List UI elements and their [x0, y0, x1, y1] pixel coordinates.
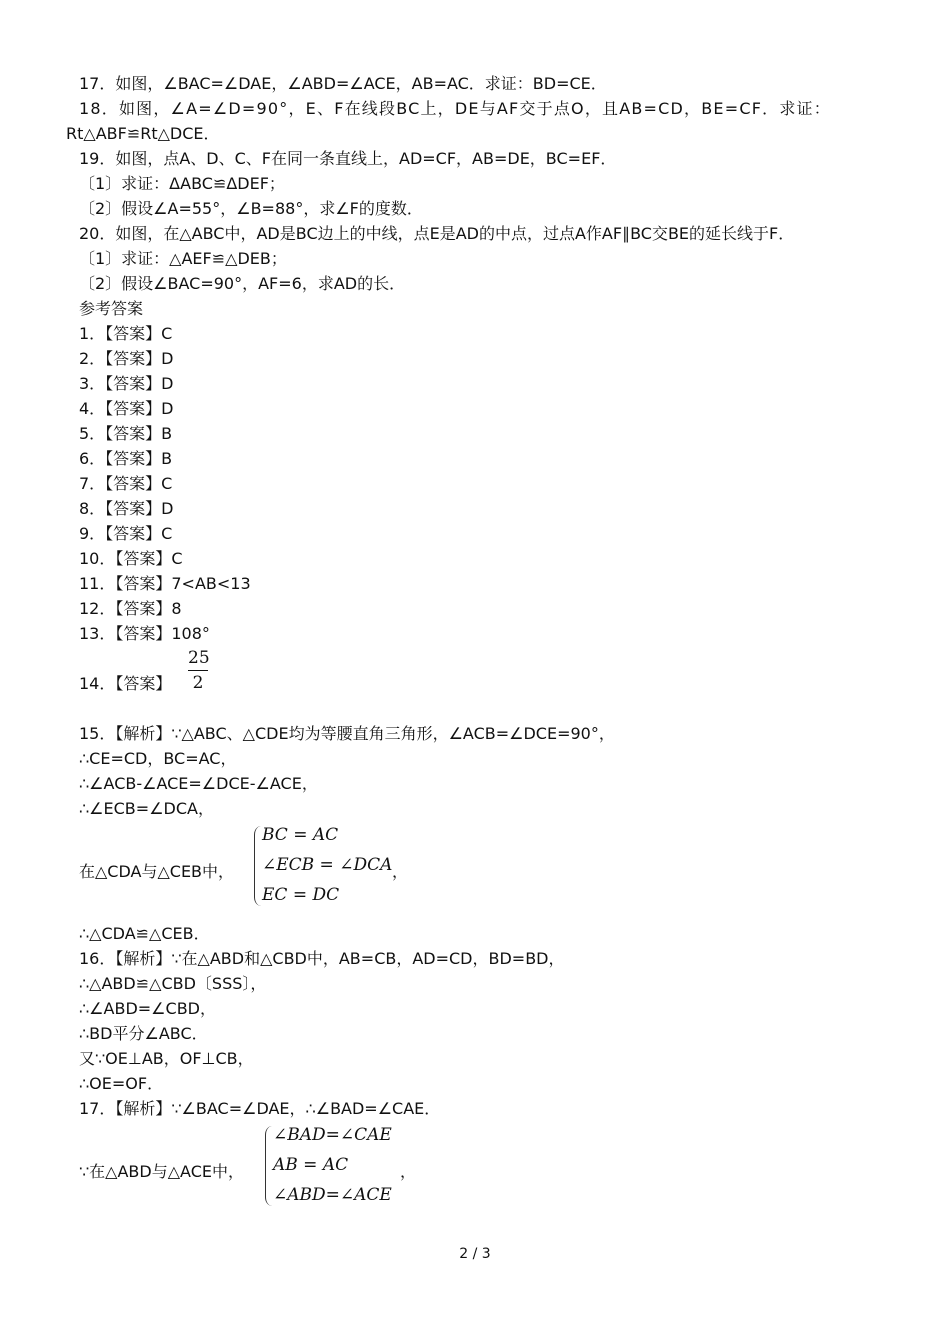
left-brace	[265, 1126, 272, 1206]
equation-line: EC = DC	[262, 885, 340, 905]
question-19-part-1: 〔1〕求证：ΔABC≌ΔDEF；	[79, 174, 285, 193]
solution-16-line-4: ∴BD平分∠ABC．	[79, 1024, 208, 1043]
answer-item: 11．【答案】7<AB<13	[79, 574, 251, 593]
solution-15-line-3: ∴∠ACB-∠ACE=∠DCE-∠ACE，	[79, 774, 318, 793]
answer-item: 1．【答案】C	[79, 324, 173, 343]
equation-line: ∠ECB = ∠DCA	[262, 855, 393, 875]
page-number: 2 / 3	[459, 1246, 491, 1262]
question-20-part-2: 〔2〕假设∠BAC=90°，AF=6，求AD的长．	[79, 274, 406, 293]
left-brace	[254, 826, 261, 906]
answer-item: 4．【答案】D	[79, 399, 174, 418]
answer-14-label: 14．【答案】	[79, 674, 172, 693]
answers-title: 参考答案	[79, 299, 144, 318]
question-18-line-1: 18．如图，∠A=∠D=90°，E、F在线段BC上，DE与AF交于点O，且AB=CD，BE=CF．求证：	[79, 99, 831, 118]
question-18-line-2: Rt△ABF≌Rt△DCE．	[66, 124, 220, 143]
fraction-bar	[188, 670, 208, 671]
fraction-denominator: 2	[192, 673, 204, 693]
answer-item: 7．【答案】C	[79, 474, 173, 493]
solution-17-line-1: 17．【解析】∵∠BAC=∠DAE，∴∠BAD=∠CAE．	[79, 1099, 441, 1118]
solution-16-line-5: 又∵OE⊥AB，OF⊥CB，	[79, 1049, 254, 1068]
question-20: 20．如图，在△ABC中，AD是BC边上的中线，点E是AD的中点，过点A作AF∥BC交BE的延长线于F．	[79, 224, 795, 243]
equation-line: BC = AC	[262, 825, 339, 845]
answer-item: 2．【答案】D	[79, 349, 174, 368]
solution-17-system-prefix: ∵在△ABD与△ACE中，	[79, 1162, 244, 1181]
answer-14-fraction	[188, 648, 208, 693]
question-19-part-2: 〔2〕假设∠A=55°，∠B=88°，求∠F的度数．	[79, 199, 423, 218]
solution-15-system-suffix: ，	[392, 862, 409, 881]
solution-15-system-prefix: 在△CDA与△CEB中，	[79, 862, 235, 881]
equation-line: AB = AC	[273, 1155, 349, 1175]
solution-15-line-1: 15．【解析】∵△ABC、△CDE均为等腰直角三角形，∠ACB=∠DCE=90°，	[79, 724, 615, 743]
answer-item: 5．【答案】B	[79, 424, 173, 443]
solution-16-line-3: ∴∠ABD=∠CBD，	[79, 999, 216, 1018]
answer-item: 3．【答案】D	[79, 374, 174, 393]
answer-item: 8．【答案】D	[79, 499, 174, 518]
answer-item: 6．【答案】B	[79, 449, 173, 468]
solution-17-system-suffix: ，	[400, 1162, 417, 1181]
question-20-part-1: 〔1〕求证：△AEF≌△DEB；	[79, 249, 287, 268]
question-17: 17．如图，∠BAC=∠DAE，∠ABD=∠ACE，AB=AC．求证：BD=CE．	[79, 74, 607, 93]
answer-item: 13．【答案】108°	[79, 624, 210, 643]
answer-item: 12．【答案】8	[79, 599, 182, 618]
question-19: 19．如图，点A、D、C、F在同一条直线上，AD=CF，AB=DE，BC=EF．	[79, 149, 617, 168]
fraction-numerator: 25	[188, 648, 210, 668]
solution-15-line-2: ∴CE=CD，BC=AC，	[79, 749, 237, 768]
solution-16-line-2: ∴△ABD≌△CBD〔SSS〕，	[79, 974, 267, 993]
equation-line: ∠ABD=∠ACE	[273, 1185, 392, 1205]
solution-16-line-1: 16．【解析】∵在△ABD和△CBD中，AB=CB，AD=CD，BD=BD，	[79, 949, 565, 968]
solution-15-line-5: ∴△CDA≌△CEB．	[79, 924, 210, 943]
answer-item: 9．【答案】C	[79, 524, 173, 543]
solution-15-line-4: ∴∠ECB=∠DCA，	[79, 799, 214, 818]
solution-16-line-6: ∴OE=OF．	[79, 1074, 164, 1093]
answer-item: 10．【答案】C	[79, 549, 183, 568]
equation-line: ∠BAD=∠CAE	[273, 1125, 392, 1145]
